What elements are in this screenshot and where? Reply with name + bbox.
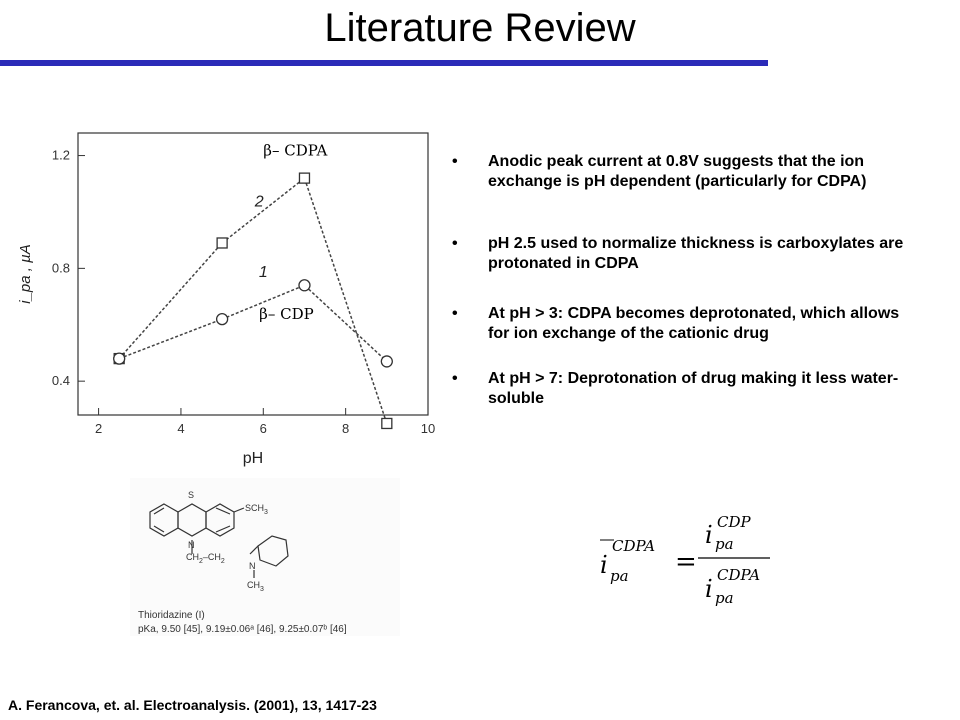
x-tick-label: 4 <box>177 421 185 436</box>
denominator-superscript: CDPA <box>717 566 761 584</box>
data-point-circle <box>381 356 392 367</box>
numerator-subscript: pa <box>715 535 734 553</box>
bullet-marker: • <box>452 153 458 170</box>
nitrogen-atom-label: N <box>188 540 195 550</box>
denominator-subscript: pa <box>715 589 734 607</box>
series-line-1 <box>119 178 387 423</box>
data-point-square <box>299 173 309 183</box>
bullet-marker: • <box>452 235 458 252</box>
y-tick-label: 1.2 <box>51 147 70 163</box>
bond-to-sch3 <box>234 508 244 512</box>
data-point-circle <box>114 353 125 364</box>
y-axis-label: i_pa , µA <box>17 244 34 304</box>
x-tick-label: 2 <box>94 421 103 436</box>
lhs-superscript: CDPA <box>612 537 656 555</box>
bond-ch2-ring <box>250 546 258 554</box>
piperidine-ring <box>258 536 288 566</box>
x-tick-label: 6 <box>259 421 267 436</box>
ch2-chain-label: $CH_2-CH_2$ <box>186 552 225 565</box>
plot-frame <box>78 133 428 415</box>
right-benzene-ring <box>206 504 234 536</box>
x-axis-label: pH <box>242 450 264 467</box>
molecule-name: Thioridazine (I) <box>138 610 205 621</box>
y-tick-label: 0.4 <box>51 373 70 389</box>
series-line-2 <box>119 285 387 361</box>
bullet-text: At pH > 3: CDPA becomes deprotonated, which allows for ion exchange of the cationic drug <box>488 305 900 342</box>
lhs-subscript: pa <box>610 567 629 585</box>
central-thiazine-ring <box>178 504 206 536</box>
chart-series <box>114 173 393 428</box>
bullet-text: At pH > 7: Deprotonation of drug making it less water-soluble <box>488 370 899 407</box>
data-point-square <box>217 238 227 248</box>
chart-labels <box>17 142 327 467</box>
n-methyl-label: $CH_3$ <box>247 580 264 593</box>
molecule-pka-values: pKa, 9.50 [45], 9.19±0.06ᵃ [46], 9.25±0.07ᵇ [46] <box>138 624 347 635</box>
peak-current-vs-ph-chart <box>0 120 450 470</box>
numerator-i: i <box>705 521 713 549</box>
bullet-text: Anodic peak current at 0.8V suggests that the ion exchange is pH dependent (particularly for CDPA) <box>488 153 867 190</box>
denominator-i: i <box>705 575 713 603</box>
curve-number-label: 1 <box>258 263 268 281</box>
axis-ticks <box>52 148 435 436</box>
series-legend-label: β– CDP <box>259 305 314 324</box>
numerator-superscript: CDP <box>717 513 751 531</box>
left-benzene-ring <box>150 504 178 536</box>
data-point-circle <box>299 280 310 291</box>
sch3-label: $SCH_3$ <box>245 503 268 516</box>
sulfur-atom-label: S <box>188 490 195 500</box>
bullet-marker: • <box>452 305 458 322</box>
x-tick-label: 10 <box>420 421 436 436</box>
lhs-i: i <box>600 551 608 579</box>
piperidine-nitrogen-label: N <box>249 561 256 571</box>
bullet-marker: • <box>452 370 458 387</box>
title-underline-bar <box>0 60 768 66</box>
series-legend-label: β– CDPA <box>263 141 328 160</box>
thioridazine-structure <box>130 478 400 636</box>
normalization-equation <box>590 505 780 615</box>
molecule-drawing <box>130 478 400 608</box>
x-tick-label: 8 <box>342 421 350 436</box>
y-tick-label: 0.8 <box>51 260 70 276</box>
slide-title: Literature Review <box>324 6 636 50</box>
source-citation: A. Ferancova, et. al. Electroanalysis. (2001), 13, 1417-23 <box>8 697 377 713</box>
curve-number-label: 2 <box>254 193 264 211</box>
data-point-circle <box>217 314 228 325</box>
data-point-square <box>382 418 392 428</box>
equals-sign: = <box>675 547 697 577</box>
bullet-text: pH 2.5 used to normalize thickness is carboxylates are protonated in CDPA <box>488 235 904 272</box>
